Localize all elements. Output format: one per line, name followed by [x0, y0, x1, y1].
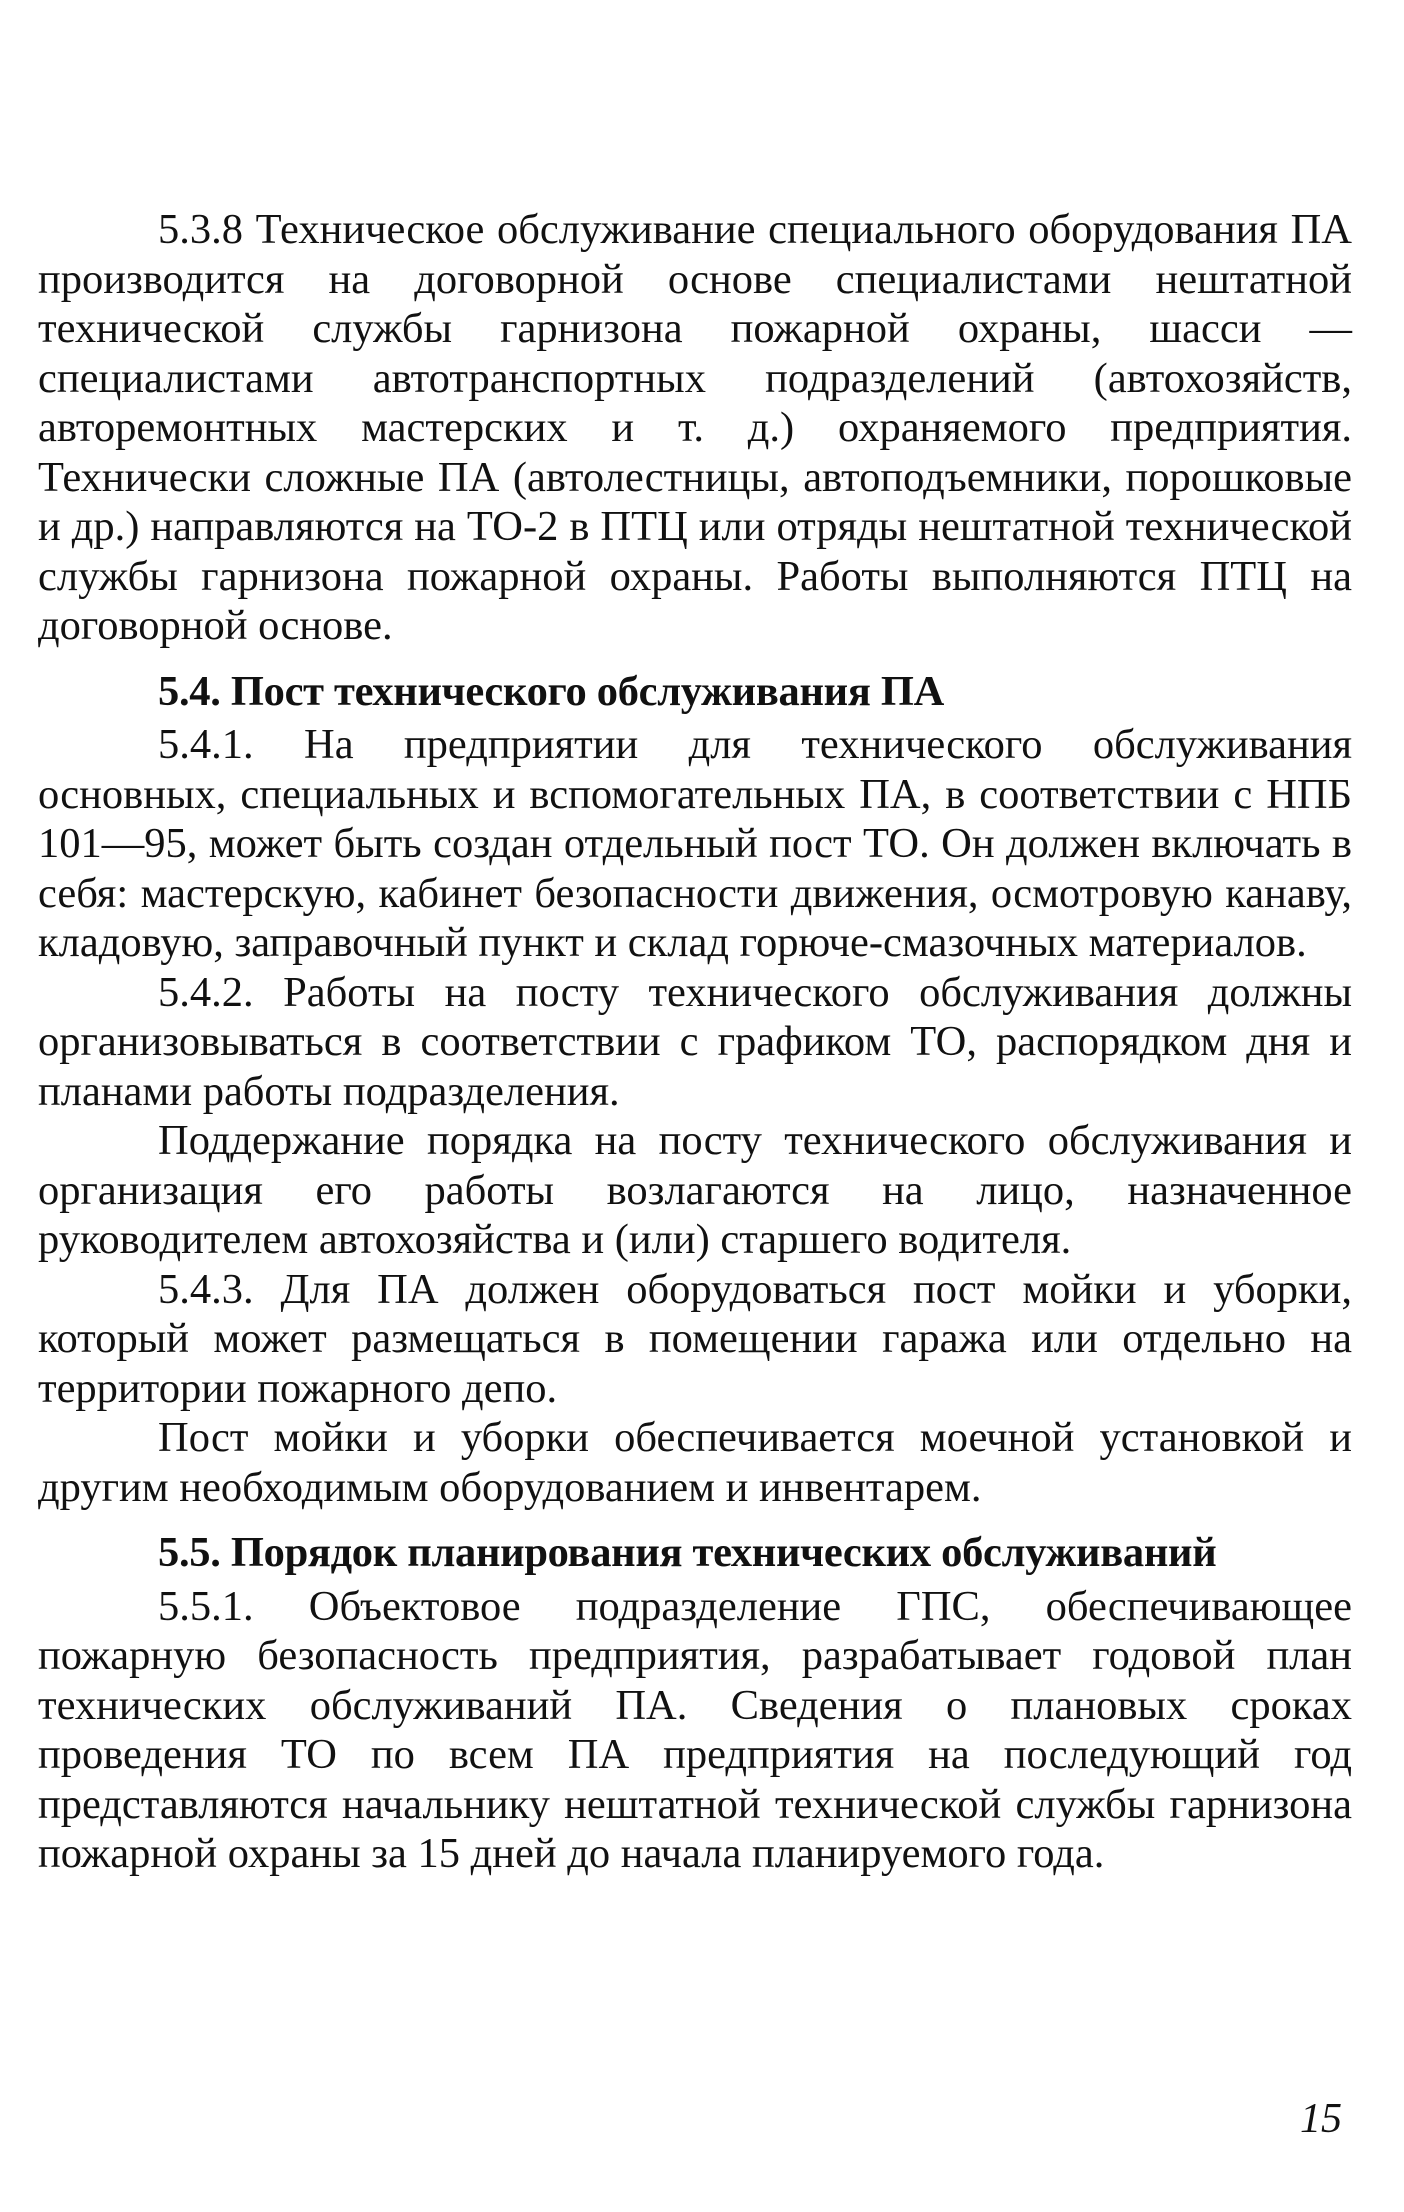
paragraph-maintenance-order: Поддержание порядка на посту технического обслуживания и организация его работы возлагаются на лицо, назначенное руководителем автохозяйства и (или) старшего водителя.	[38, 1117, 1352, 1263]
paragraph-5-4-3: 5.4.3. Для ПА должен оборудоваться пост мойки и уборки, который может размещаться в помещении гаража или отдельно на территории пожарного депо.	[38, 1265, 1352, 1412]
paragraph-5-5-1: 5.5.1. Объектовое подразделение ГПС, обеспечивающее пожарную безопасность предприятия, разрабатывает годовой план технических обслуживаний ПА. Сведения о плановых сроках проведения ТО по всем ПА предприятия на последующий год представляются начальнику нештатной технической службы гарнизона пожарной охраны за 15 дней до начала планируемого года.	[38, 1582, 1352, 1877]
paragraph-washing-post: Пост мойки и уборки обеспечивается моечной установкой и другим необходимым оборудованием и инвентарем.	[38, 1414, 1352, 1511]
page-body	[38, 205, 1352, 1879]
paragraph-5-3-8: 5.3.8 Техническое обслуживание специального оборудования ПА производится на договорной основе специалистами нештатной технической службы гарнизона пожарной охраны, шасси — специалистами автотранспортных подразделений (автохозяйств, авторемонтных мастерских и т. д.) охраняемого предприятия. Технически сложные ПА (автолестницы, автоподъемники, порошковые и др.) направляются на ТО-2 в ПТЦ или отряды нештатной технической службы гарнизона пожарной охраны. Работы выполняются ПТЦ на договорной основе.	[38, 206, 1352, 649]
paragraph-5-4-1: 5.4.1. На предприятии для технического обслуживания основных, специальных и вспомогательных ПА, в соответствии с НПБ 101—95, может быть создан отдельный пост ТО. Он должен включать в себя: мастерскую, кабинет безопасности движения, осмотровую канаву, кладовую, заправочный пункт и склад горюче-смазочных материалов.	[38, 721, 1352, 966]
section-heading-5-5: 5.5. Порядок планирования технических обслуживаний	[158, 1529, 1217, 1576]
paragraph-5-4-2: 5.4.2. Работы на посту технического обслуживания должны организовываться в соответствии с графиком ТО, распорядком дня и планами работы подразделения.	[38, 968, 1352, 1115]
section-heading-5-4: 5.4. Пост технического обслуживания ПА	[158, 667, 945, 715]
page-number: 15	[1300, 2096, 1342, 2142]
